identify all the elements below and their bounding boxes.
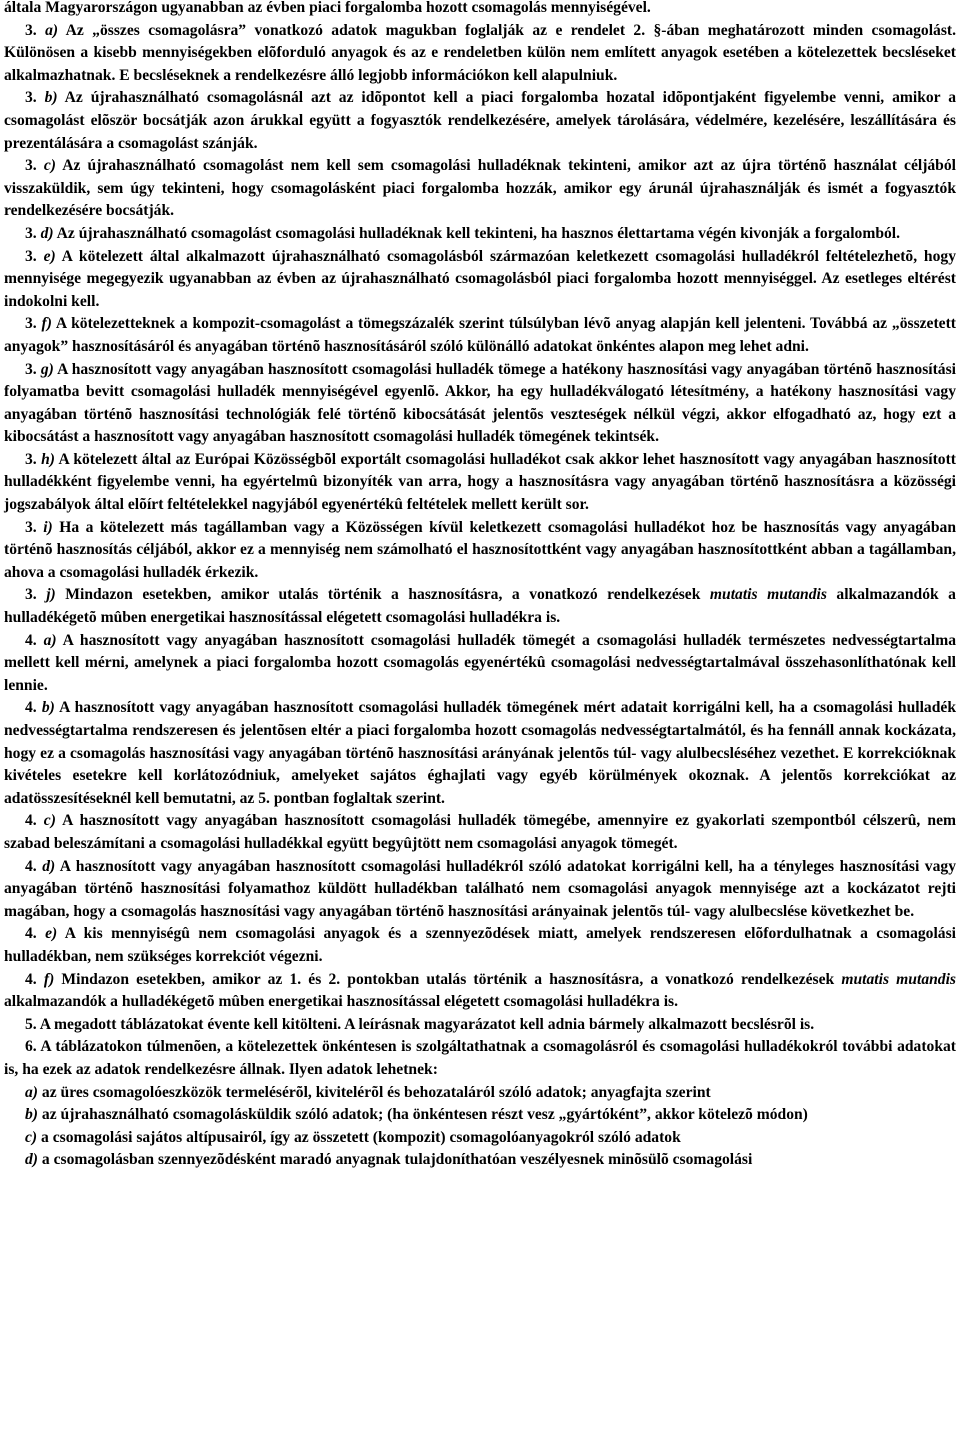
paragraph — [4, 969, 956, 1014]
section-number: 3. — [25, 89, 37, 107]
paragraph — [4, 1036, 956, 1081]
paragraph-text: A hasznosított vagy anyagában hasznosított csomagolási hulladék tömegét a csomagolási hulladék természetes nedvességtartalma mellett kell mérni, amelynek a piaci forgalomba hozott csomagolás egyenértékû csomagolási nedvességtartalmával összehasonlíthatónak kell lennie. — [4, 631, 956, 694]
paragraph — [4, 810, 956, 855]
paragraph — [4, 449, 956, 517]
subsection-letter: a) — [25, 1083, 38, 1101]
paragraph-text: Ha a kötelezett más tagállamban vagy a Közösségen kívül keletkezett csomagolási hulladékot hoz be hasznosítás vagy anyagában történõ hasznosítás céljából, akkor ez a mennyiség nem számolható el hasznosítottként vagy anyagában hasznosítottként abban a tagállamban, ahova a csomagolási hulladék érkezik. — [4, 518, 956, 581]
paragraph-text-continued: alkalmazandók a hulladékégetõ mûben energetikai hasznosítással elégetett csomagolási hulladékra is. — [4, 586, 956, 627]
section-number: 3. — [25, 21, 37, 39]
paragraph — [4, 517, 956, 585]
section-number: 4. — [25, 631, 37, 649]
paragraph-text: a csomagolásban szennyezõdésként maradó anyagnak tulajdoníthatóan veszélyesnek minõsülõ csomagolási — [38, 1151, 753, 1169]
section-number: 4. — [25, 925, 37, 943]
paragraph — [4, 87, 956, 155]
subsection-letter: d) — [40, 224, 54, 242]
subsection-letter: b) — [25, 1106, 38, 1124]
paragraph-text: A hasznosított vagy anyagában hasznosított csomagolási hulladék tömegének mért adatait korrigálni kell, ha a csomagolási hulladék nedvességtartalma rendszeresen és jelentõsen eltér a piaci forgalomba hozott csomagolás nedvességtartalmától, és ha fennáll annak kockázata, hogy ez a csomagolás hasznosítási vagy anyagában történõ hasznosítási arányának jelentõs túl- vagy alulbecsléséhez vezethet. E korrekcióknak kivételes esetekre kell korlátozódniuk, amelyeket sajátos éghajlati vagy egyéb körülmények okoznak. A jelentõs korrekciókat az adatösszesítéseknél kell bemutatni, az 5. pontban foglaltak szerint. — [4, 699, 956, 807]
paragraph — [4, 246, 956, 314]
section-number: 3. — [25, 360, 37, 378]
paragraph-text: A kis mennyiségû nem csomagolási anyagok és a szennyezõdések miatt, amelyek rendszeresen elõfordulhatnak a csomagolási hulladékban, nem szükséges korrekciót végezni. — [4, 925, 957, 965]
section-number: 4. — [25, 857, 37, 875]
paragraph — [4, 630, 956, 698]
subsection-letter: f) — [41, 315, 52, 333]
paragraph-text: A kötelezetteknek a kompozit-csomagolást a tömegszázalék szerint túlsúlyban lévõ anyag alapján kell jelenteni. Továbbá az „összetett anyagok” hasznosításáról és anyagában történõ hasznosításáról szóló különálló adatokat önkéntes alapon meg lehet adni. — [4, 315, 956, 355]
paragraph-text: Az újrahasználható csomagolást nem kell sem csomagolási hulladéknak tekinteni, amikor azt az újra történõ használat céljából visszaküldik, sem úgy tekinteni, hogy csomagolásként piaci forgalomba hozzák, amikor egy árunál újrahasználják és ismét a fogyasztók rendelkezésére bocsátják. — [4, 157, 956, 220]
paragraph-text: A hasznosított vagy anyagában hasznosított csomagolási hulladék tömege a hatékony hasznosítási vagy anyagában történõ hasznosítási folyamatba bevitt csomagolási hulladék mennyiségével egyenlõ. Akkor, ha egy hulladékválogató létesítmény, a hatékony hasznosítási vagy anyagában történõ hasznosítási technológiák felé történõ kibocsátását jelentõs veszteségek nélkül végzi, akkor elfogadható az, hogy ezt a kibocsátást a hasznosított vagy anyagában hasznosított csomagolási hulladék tömegének tekintsék. — [4, 360, 956, 446]
subsection-letter: h) — [41, 450, 55, 468]
subsection-letter: f) — [43, 970, 55, 988]
subsection-letter: c) — [43, 812, 56, 830]
paragraph — [4, 923, 956, 968]
subsection-letter: i) — [43, 518, 53, 536]
paragraph — [4, 1149, 956, 1172]
paragraph-text: A hasznosított vagy anyagában hasznosított csomagolási hulladékról szóló adatokat korrigálni kell, ha a tényleges hasznosítási vagy anyagában történõ hasznosítási folyamathoz küldött hulladékban található nem csomagolási anyagok mennyisége azt a kockázatot rejti magában, hogy a csomagolás hasznosítási vagy anyagában történõ hasznosítási arányainak jelentõs túl- vagy alulbecslése következhet be. — [4, 857, 956, 920]
subsection-letter: b) — [44, 89, 58, 107]
paragraph — [4, 1082, 956, 1105]
paragraph-text: általa Magyarországon ugyanabban az évben piaci forgalomba hozott csomagolás mennyiségével. — [4, 0, 651, 16]
subsection-letter: c) — [25, 1128, 38, 1146]
paragraph — [4, 155, 956, 223]
paragraph-text: Az „összes csomagolásra” vonatkozó adatok magukban foglalják az e rendelet 2. §-ában meghatározott minden csomagolást. Különösen a kisebb mennyiségekben elõforduló anyagok és az e rendeletben külön nem említett anyagok esetében a kötelezettek becsléseket alkalmazhatnak. E becsléseknek a rendelkezésre álló legjobb információkon kell alapulniuk. — [4, 21, 956, 84]
section-number: 4. — [25, 699, 37, 717]
subsection-letter: j) — [46, 586, 56, 604]
paragraph — [4, 359, 956, 449]
paragraph — [4, 1014, 956, 1037]
subsection-letter: e) — [43, 247, 56, 265]
paragraph — [4, 1127, 956, 1150]
paragraph-text: az újrahasználható csomagolásküldik szóló adatok; (ha önkéntesen részt vesz „gyártóként”, akkor kötelezõ módon) — [38, 1106, 808, 1124]
paragraph-text: A kötelezett által az Európai Közösségbõl exportált csomagolási hulladékot csak akkor lehet hasznosított vagy anyagában hasznosított hulladékként figyelembe venni, ha egyértelmû bizonyíték van arra, hogy a hasznosításra vagy anyagában történõ hasznosításra a közösségi jogszabályok által elõírt feltételekkel nagyjából egyenértékû feltételek mellett került sor. — [4, 450, 956, 514]
paragraph — [4, 313, 956, 358]
paragraph-text: az üres csomagolóeszközök termelésérõl, kivitelérõl és behozataláról szóló adatok; anyagfajta szerint — [38, 1083, 711, 1101]
paragraph-text: Mindazon esetekben, amikor az 1. és 2. pontokban utalás történik a hasznosításra, a vonatkozó rendelkezések — [54, 970, 842, 988]
section-number: 4. — [25, 812, 37, 830]
paragraph-text: A kötelezett által alkalmazott újrahasználható csomagolásból származóan keletkezett csomagolási hulladékról feltételezhetõ, hogy mennyisége megegyezik ugyanabban az évben az újrahasználható csomagolásból piaci forgalomba hozott mennyiséggel. Az esetleges eltérést indokolni kell. — [4, 247, 956, 310]
paragraph — [4, 584, 956, 629]
section-number: 3. — [25, 586, 37, 604]
subsection-letter: g) — [40, 360, 54, 378]
paragraph-text: 6. A táblázatokon túlmenõen, a kötelezettek önkéntesen is szolgáltathatnak a csomagolásról és csomagolási hulladékokról további adatokat is, ha ezek az adatok rendelkezésre állnak. Ilyen adatok lehetnek: — [4, 1038, 956, 1078]
section-number: 3. — [25, 157, 37, 175]
section-number: 3. — [25, 450, 37, 468]
section-number: 3. — [25, 518, 37, 536]
subsection-letter: c) — [43, 157, 56, 175]
subsection-letter: e) — [45, 925, 58, 943]
section-number: 3. — [25, 247, 37, 265]
paragraph-text: Az újrahasználható csomagolásnál azt az idõpontot kell a piaci forgalomba hozatal idõpontjaként figyelembe venni, amikor a csomagolást elõször bocsátják azon árukkal együtt a fogyasztók rendelkezésére, amelyek tárolására, védelmére, kezelésére, leszállítására és prezentálására a csomagolást szánják. — [4, 89, 956, 152]
paragraph — [4, 223, 956, 246]
subsection-letter: a) — [45, 21, 59, 39]
section-number: 3. — [25, 315, 37, 333]
subsection-letter: d) — [42, 857, 56, 875]
paragraph-text: A hasznosított vagy anyagában hasznosított csomagolási hulladék tömegébe, amennyire ez gyakorlati szempontból célszerû, nem szabad beleszámítani a csomagolási hulladékkal együtt begyûjtött nem csomagolási anyagok tömegét. — [4, 812, 956, 852]
subsection-letter: a) — [43, 631, 57, 649]
paragraph — [4, 697, 956, 810]
paragraph-text: Mindazon esetekben, amikor utalás történik a hasznosításra, a vonatkozó rendelkezések — [55, 586, 710, 604]
paragraph — [4, 856, 956, 924]
document-body — [4, 0, 956, 1172]
latin-phrase: mutatis mutandis — [841, 970, 956, 988]
paragraph-text: Az újrahasználható csomagolást csomagolási hulladéknak kell tekinteni, ha hasznos élettartama végén kivonják a forgalomból. — [53, 224, 901, 242]
paragraph-text: a csomagolási sajátos altípusairól, így az összetett (kompozit) csomagolóanyagokról szóló adatok — [37, 1128, 681, 1146]
section-number: 4. — [25, 970, 37, 988]
paragraph-text: 5. A megadott táblázatokat évente kell kitölteni. A leírásnak magyarázatot kell adnia bármely alkalmazott becslésrõl is. — [25, 1015, 815, 1033]
subsection-letter: b) — [41, 699, 55, 717]
latin-phrase: mutatis mutandis — [709, 586, 827, 604]
paragraph — [4, 0, 956, 20]
paragraph — [4, 20, 956, 88]
paragraph-text-continued: alkalmazandók a hulladékégetõ mûben energetikai hasznosítással elégetett csomagolási hulladékra is. — [4, 993, 679, 1011]
paragraph — [4, 1104, 956, 1127]
subsection-letter: d) — [25, 1151, 38, 1169]
section-number: 3. — [25, 224, 37, 242]
